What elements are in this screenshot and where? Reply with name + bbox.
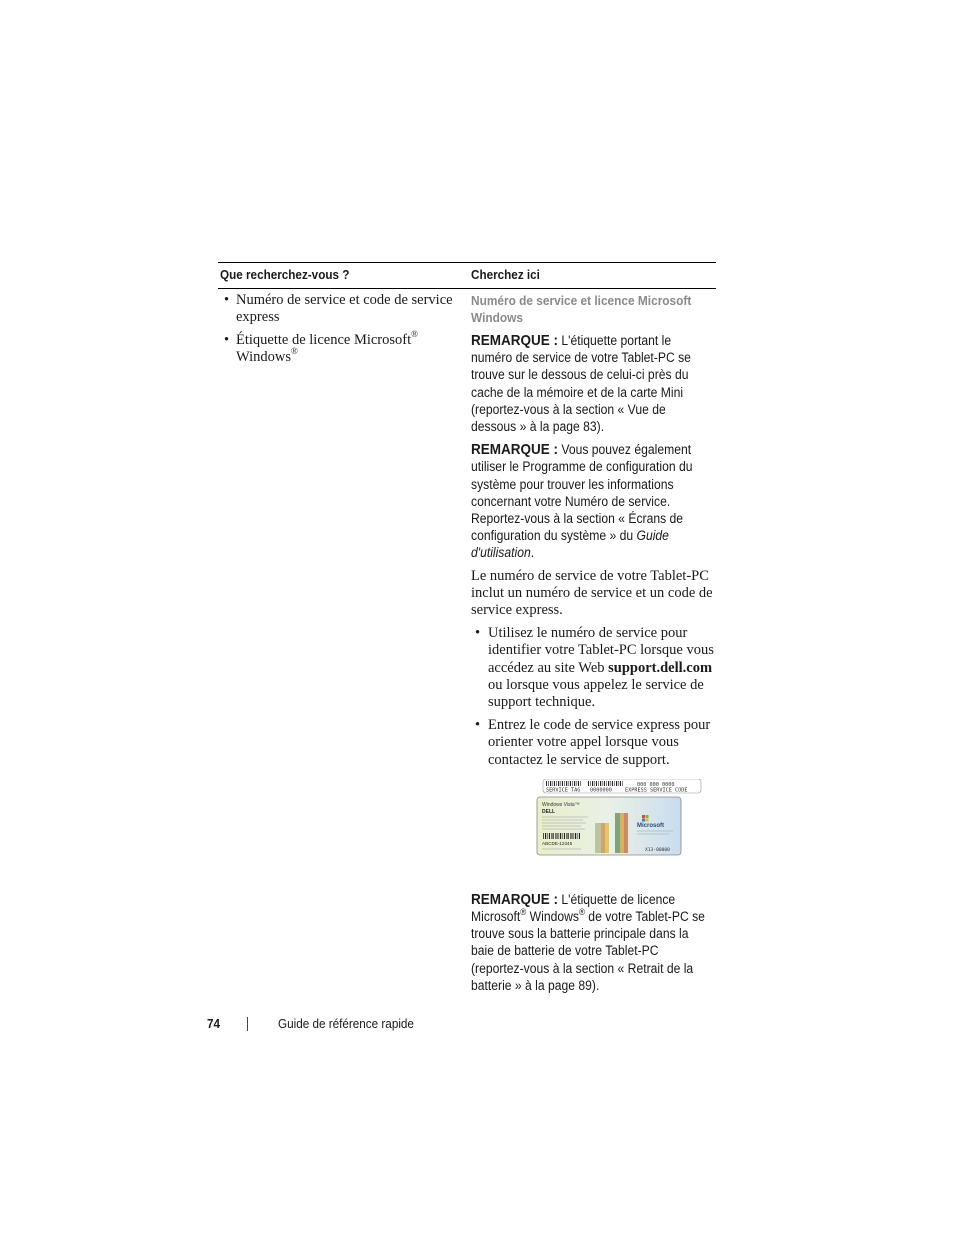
left-column	[222, 292, 462, 372]
item-text: Numéro de service et code de service express	[236, 292, 453, 325]
bullet-icon: •	[224, 292, 230, 308]
item-text-line2: Windows	[236, 349, 291, 365]
page-number: 74	[207, 1016, 221, 1031]
registered-mark: ®	[411, 329, 418, 340]
os-text: Windows Vista™	[542, 801, 580, 808]
list-item	[471, 717, 719, 769]
right-column	[471, 292, 719, 1000]
note-text: de votre Tablet-PC se trouve sous la batterie principale dans la baie de batterie de votre Tablet-PC (reportez-vous à la section « Retrait de la batterie » à la page 89).	[471, 909, 705, 993]
service-tag-caption: SERVICE TAG	[546, 787, 581, 794]
item-text: ou lorsque vous appelez le service de support technique.	[488, 676, 704, 711]
note-text: Windows	[529, 909, 579, 925]
table-header-rule	[218, 288, 716, 289]
note-text: L'étiquette de licence Microsoft	[471, 891, 676, 925]
express-code-caption: EXPRESS SERVICE CODE	[625, 787, 688, 794]
note-text: Vous pouvez également utiliser le Programme de configuration du système pour trouver les informations concernant votre Numéro de service. Reportez-vous à la section « Écrans de configuration du système » du	[471, 442, 693, 544]
express-code-number: 000 000 0000	[637, 781, 675, 788]
bullet-icon: •	[475, 625, 481, 642]
service-tag-number: 0000000	[590, 787, 612, 794]
note-label: REMARQUE :	[471, 890, 559, 908]
list-item	[222, 329, 462, 366]
note-1	[471, 332, 712, 435]
bullet-icon: •	[224, 332, 230, 348]
item-text: Entrez le code de service express pour orienter votre appel lorsque vous contactez le service de support.	[488, 717, 711, 768]
note-2: REMARQUE : Vous pouvez également utiliser le Programme de configuration du système pour trouver les informations concernant votre Numéro de service. Reportez-vous à la section « Écrans de configuration du système » du Guide d'utilisation.	[471, 441, 693, 561]
service-tag-and-license-label-image	[533, 779, 703, 859]
item-text: Étiquette de licence Microsoft	[236, 332, 412, 348]
list-item	[222, 292, 462, 326]
footer-title: Guide de référence rapide	[278, 1016, 414, 1031]
header-left: Que recherchez-vous ?	[220, 267, 350, 282]
list-item	[471, 625, 719, 711]
support-link: support.dell.com	[608, 659, 713, 676]
item-text: Utilisez le numéro de service pour identifier votre Tablet-PC lorsque vous accédez au site Web	[488, 625, 714, 676]
note-text: L'étiquette portant le numéro de service de votre Tablet-PC se trouve sur le dessous de celui-ci près du cache de la mémoire et de la carte Mini (reportez-vous à la section « Vue de dessous » à la page 83).	[471, 333, 691, 435]
product-key: ABCDE-12345	[542, 840, 573, 846]
microsoft-text: Microsoft	[637, 822, 664, 829]
product-code: X13-00000	[645, 847, 670, 853]
header-right: Cherchez ici	[471, 267, 540, 282]
footer-separator	[247, 1017, 248, 1031]
dell-text: DELL	[542, 808, 556, 815]
section-title: Numéro de service et licence Microsoft Windows	[471, 293, 692, 325]
note-label: REMARQUE :	[471, 332, 559, 349]
registered-mark: ®	[291, 346, 298, 357]
paragraph: Le numéro de service de votre Tablet-PC inclut un numéro de service et un code de service express.	[471, 567, 713, 619]
table-top-rule	[218, 262, 716, 263]
registered-mark: ®	[578, 906, 585, 917]
note-3	[471, 891, 712, 994]
guide-title: Guide d'utilisation	[471, 528, 669, 561]
bullet-icon: •	[475, 717, 481, 734]
note-label: REMARQUE :	[471, 441, 559, 459]
registered-mark: ®	[520, 906, 527, 917]
label-illustration	[471, 779, 719, 881]
